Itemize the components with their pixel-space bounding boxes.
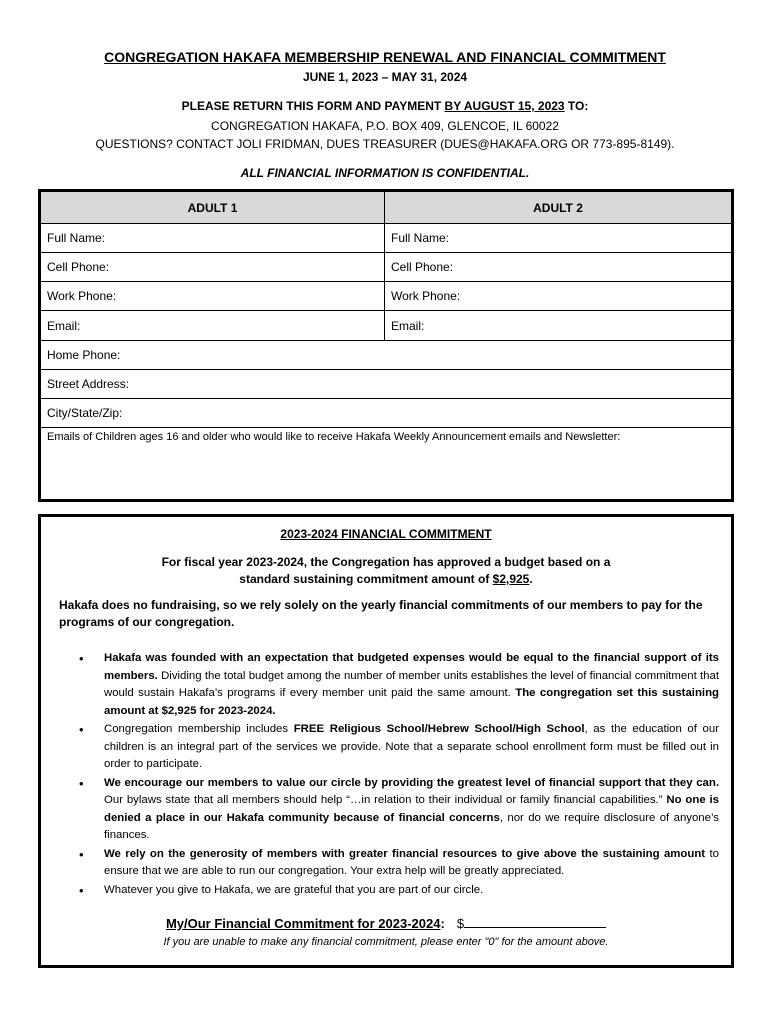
sustaining-amount: $2,925 [492, 572, 530, 586]
adult2-cell-phone-field[interactable]: Cell Phone: [391, 260, 454, 274]
street-address-field[interactable]: Street Address: [47, 377, 130, 391]
bullet-school-bold: FREE Religious School/Hebrew School/High School [293, 723, 585, 735]
cell-phone-row [41, 253, 731, 282]
confidential-notice: ALL FINANCIAL INFORMATION IS CONFIDENTIAL. [240, 166, 530, 180]
city-state-zip-row [41, 399, 731, 428]
return-prefix: PLEASE RETURN THIS FORM AND PAYMENT [181, 99, 445, 113]
adult1-cell-phone-field[interactable]: Cell Phone: [41, 253, 385, 281]
intro-line2 [41, 571, 731, 588]
adult2-full-name-field[interactable]: Full Name: [391, 231, 450, 245]
bullet-school-text1: Congregation membership includes [104, 723, 294, 735]
mailing-address: CONGREGATION HAKAFA, P.O. BOX 409, GLENCOE, IL 60022 [211, 119, 559, 133]
intro-line1: For fiscal year 2023-2024, the Congregation has approved a budget based on a [161, 555, 611, 569]
dollar-sign: $ [456, 916, 465, 931]
bullet-generosity-text: to ensure that we are able to run our congregation. Your extra help will be greatly appreciated. [104, 847, 719, 877]
bullet-encourage-bold2: No one is denied a place in our Hakafa community because of financial concerns [104, 794, 719, 824]
intro-line2-prefix: standard sustaining commitment amount of [239, 572, 493, 586]
adult2-header: ADULT 2 [533, 200, 583, 215]
bullet-founded [59, 650, 719, 720]
bullet-school-text2: , as the education of our children is an integral part of the services we provide. Note that a separate school enrollment form must be filled out in order to participate. [104, 723, 720, 770]
commitment-line [41, 915, 731, 931]
return-suffix: TO: [564, 99, 589, 113]
adult1-email-field[interactable]: Email: [41, 311, 385, 340]
financial-intro [41, 554, 731, 588]
bullet-generosity-bold: We rely on the generosity of members with greater financial resources to give above the sustaining amount [104, 847, 706, 860]
full-name-row [41, 224, 731, 253]
commitment-label: My/Our Financial Commitment for 2023-2024 [165, 916, 441, 931]
bullet-school [59, 721, 719, 774]
adult2-email-field[interactable]: Email: [391, 318, 425, 333]
membership-dates: JUNE 1, 2023 – MAY 31, 2024 [302, 70, 468, 84]
street-address-row [41, 370, 731, 399]
bullet-founded-bold2: The congregation set this sustaining amount at $2,925 for 2023-2024. [104, 687, 719, 717]
adult1-full-name-field[interactable]: Full Name: [41, 224, 385, 252]
children-emails-field[interactable]: Emails of Children ages 16 and older who would like to receive Hakafa Weekly Announcement emails and Newsletter: [47, 431, 621, 443]
bullet-grateful-text: Whatever you give to Hakafa, we are grateful that you are part of our circle. [104, 883, 484, 896]
return-deadline: BY AUGUST 15, 2023 [444, 99, 565, 113]
adult2-work-phone-field[interactable]: Work Phone: [391, 289, 461, 303]
table-header-row [41, 192, 731, 224]
form-title: CONGREGATION HAKAFA MEMBERSHIP RENEWAL AND FINANCIAL COMMITMENT [104, 49, 666, 65]
bullet-generosity [59, 846, 719, 881]
return-instructions [0, 99, 770, 113]
bullet-founded-bold: Hakafa was founded with an expectation that budgeted expenses would be equal to the financial support of its members. [104, 652, 719, 682]
adult1-work-phone-field[interactable]: Work Phone: [41, 282, 385, 310]
home-phone-field[interactable]: Home Phone: [47, 348, 121, 362]
bullet-encourage [59, 775, 719, 845]
commitment-amount-field[interactable] [464, 915, 606, 928]
bullet-encourage-text2: , nor do we require disclosure of anyone’s finances. [104, 811, 719, 841]
intro-line2-suffix: . [529, 572, 533, 586]
commitment-bullets [59, 650, 719, 900]
financial-commitment-box [38, 514, 734, 968]
bullet-encourage-bold: We encourage our members to value our circle by providing the greatest level of financial support that they can. [104, 776, 719, 789]
bullet-encourage-text: Our bylaws state that all members should help “…in relation to their individual or family financial capabilities.” [104, 794, 663, 806]
work-phone-row [41, 282, 731, 311]
fundraising-paragraph: Hakafa does no fundraising, so we rely solely on the yearly financial commitments of our members to pay for the programs of our congregation. [59, 598, 703, 629]
financial-title: 2023-2024 FINANCIAL COMMITMENT [280, 527, 492, 541]
member-info-table [38, 189, 734, 502]
commitment-colon: : [440, 916, 445, 931]
questions-contact: QUESTIONS? CONTACT JOLI FRIDMAN, DUES TREASURER (DUES@HAKAFA.ORG OR 773-895-8149). [95, 137, 675, 151]
bullet-grateful [59, 882, 719, 900]
home-phone-row [41, 341, 731, 370]
email-row [41, 311, 731, 341]
zero-amount-note: If you are unable to make any financial commitment, please enter "0" for the amount above. [163, 936, 609, 948]
bullet-founded-text: Dividing the total budget among the number of member units establishes the level of financial commitment that would sustain Hakafa’s programs if every member unit paid the same amount. [104, 669, 719, 699]
adult1-header: ADULT 1 [41, 192, 385, 223]
city-state-zip-field[interactable]: City/State/Zip: [47, 406, 123, 420]
